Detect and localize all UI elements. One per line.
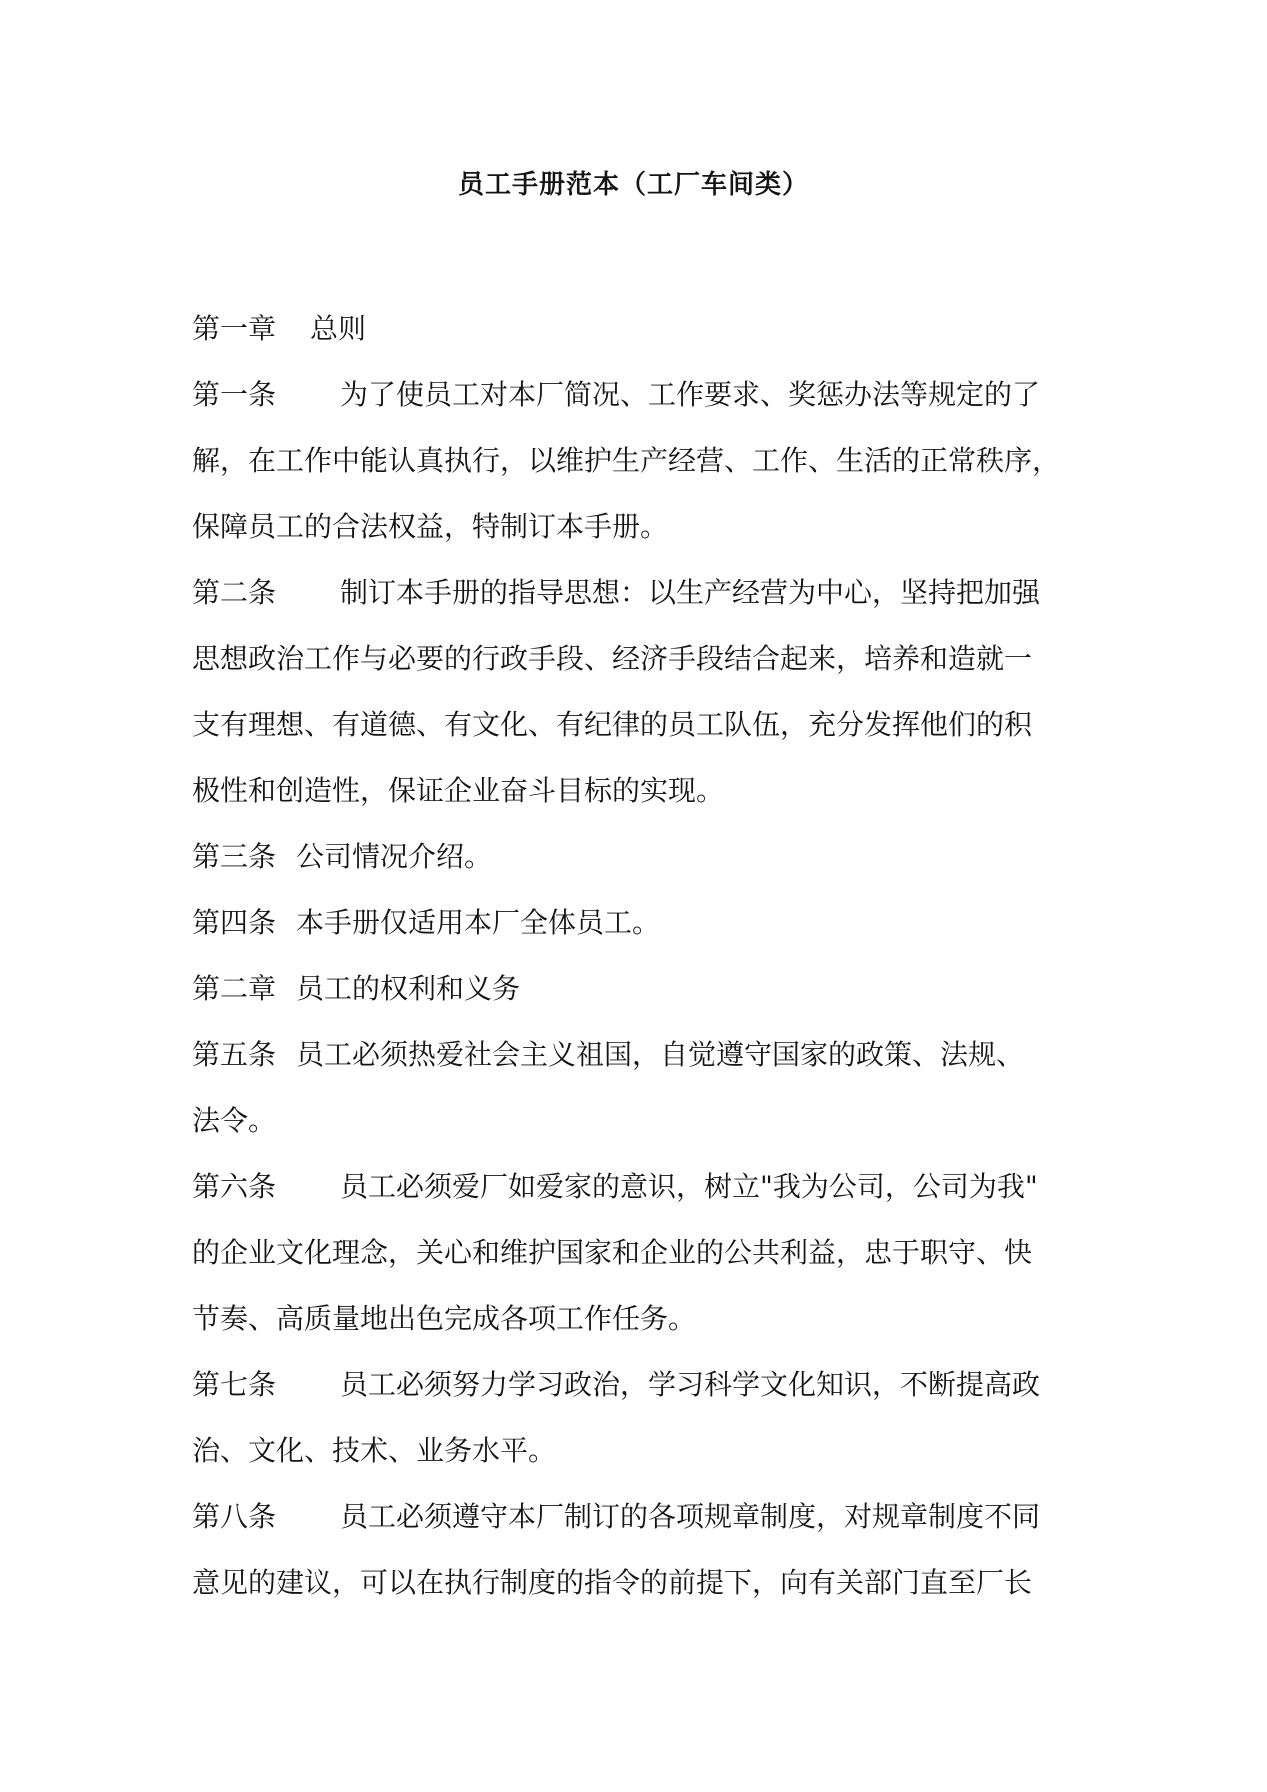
paragraph-text: 为了使员工对本厂简况、工作要求、奖惩办法等规定的了 xyxy=(340,378,1041,411)
paragraph-text: 员工必须遵守本厂制订的各项规章制度，对规章制度不同 xyxy=(340,1500,1041,1533)
paragraph-text: 节奏、高质量地出色完成各项工作任务。 xyxy=(192,1302,697,1335)
continuation-line xyxy=(192,1418,1072,1484)
article-line xyxy=(192,890,1072,956)
article-label: 第五条 xyxy=(192,1038,277,1071)
article-label: 第一条 xyxy=(192,378,277,411)
paragraph-text: 员工必须热爱社会主义祖国，自觉遵守国家的政策、法规、 xyxy=(296,1038,1025,1071)
paragraph-text: 治、文化、技术、业务水平。 xyxy=(192,1434,557,1467)
article-label: 第三条 xyxy=(192,840,277,873)
paragraph-text: 制订本手册的指导思想：以生产经营为中心，坚持把加强 xyxy=(340,576,1041,609)
paragraph-text: 极性和创造性，保证企业奋斗目标的实现。 xyxy=(192,774,725,807)
paragraph-text: 思想政治工作与必要的行政手段、经济手段结合起来，培养和造就一 xyxy=(192,642,1033,675)
paragraph-text: 意见的建议，可以在执行制度的指令的前提下，向有关部门直至厂长 xyxy=(192,1566,1033,1599)
continuation-line xyxy=(192,626,1072,692)
article-line xyxy=(192,956,1072,1022)
continuation-line xyxy=(192,494,1072,560)
continuation-line xyxy=(192,1220,1072,1286)
paragraph-text: 公司情况介绍。 xyxy=(296,840,493,873)
paragraph-text: 总则 xyxy=(310,312,367,345)
article-label: 第八条 xyxy=(192,1500,277,1533)
article-label: 第二条 xyxy=(192,576,277,609)
article-line xyxy=(192,1154,1072,1220)
continuation-line xyxy=(192,428,1072,494)
article-line xyxy=(192,560,1072,626)
paragraph-text: 员工的权利和义务 xyxy=(296,972,521,1005)
article-line xyxy=(192,296,1072,362)
article-line xyxy=(192,824,1072,890)
continuation-line xyxy=(192,1550,1072,1616)
continuation-line xyxy=(192,692,1072,758)
paragraph-text: 支有理想、有道德、有文化、有纪律的员工队伍，充分发挥他们的积 xyxy=(192,708,1033,741)
paragraph-text: 员工必须努力学习政治，学习科学文化知识，不断提高政 xyxy=(340,1368,1041,1401)
article-label: 第六条 xyxy=(192,1170,277,1203)
continuation-line xyxy=(192,758,1072,824)
document-title: 员工手册范本（工厂车间类） xyxy=(457,170,809,200)
article-label: 第二章 xyxy=(192,972,277,1005)
article-label: 第七条 xyxy=(192,1368,277,1401)
paragraph-text: 法令。 xyxy=(192,1104,277,1137)
article-line xyxy=(192,362,1072,428)
continuation-line xyxy=(192,1088,1072,1154)
article-line xyxy=(192,1352,1072,1418)
document-body xyxy=(192,296,1072,1616)
article-label: 第一章 xyxy=(192,312,277,345)
paragraph-text: 的企业文化理念，关心和维护国家和企业的公共利益，忠于职守、快 xyxy=(192,1236,1033,1269)
article-line xyxy=(192,1484,1072,1550)
paragraph-text: 解，在工作中能认真执行，以维护生产经营、工作、生活的正常秩序， xyxy=(192,444,1061,477)
paragraph-text: 员工必须爱厂如爱家的意识，树立"我为公司，公司为我" xyxy=(340,1170,1038,1203)
paragraph-text: 本手册仅适用本厂全体员工。 xyxy=(296,906,661,939)
continuation-line xyxy=(192,1286,1072,1352)
paragraph-text: 保障员工的合法权益，特制订本手册。 xyxy=(192,510,669,543)
article-line xyxy=(192,1022,1072,1088)
article-label: 第四条 xyxy=(192,906,277,939)
